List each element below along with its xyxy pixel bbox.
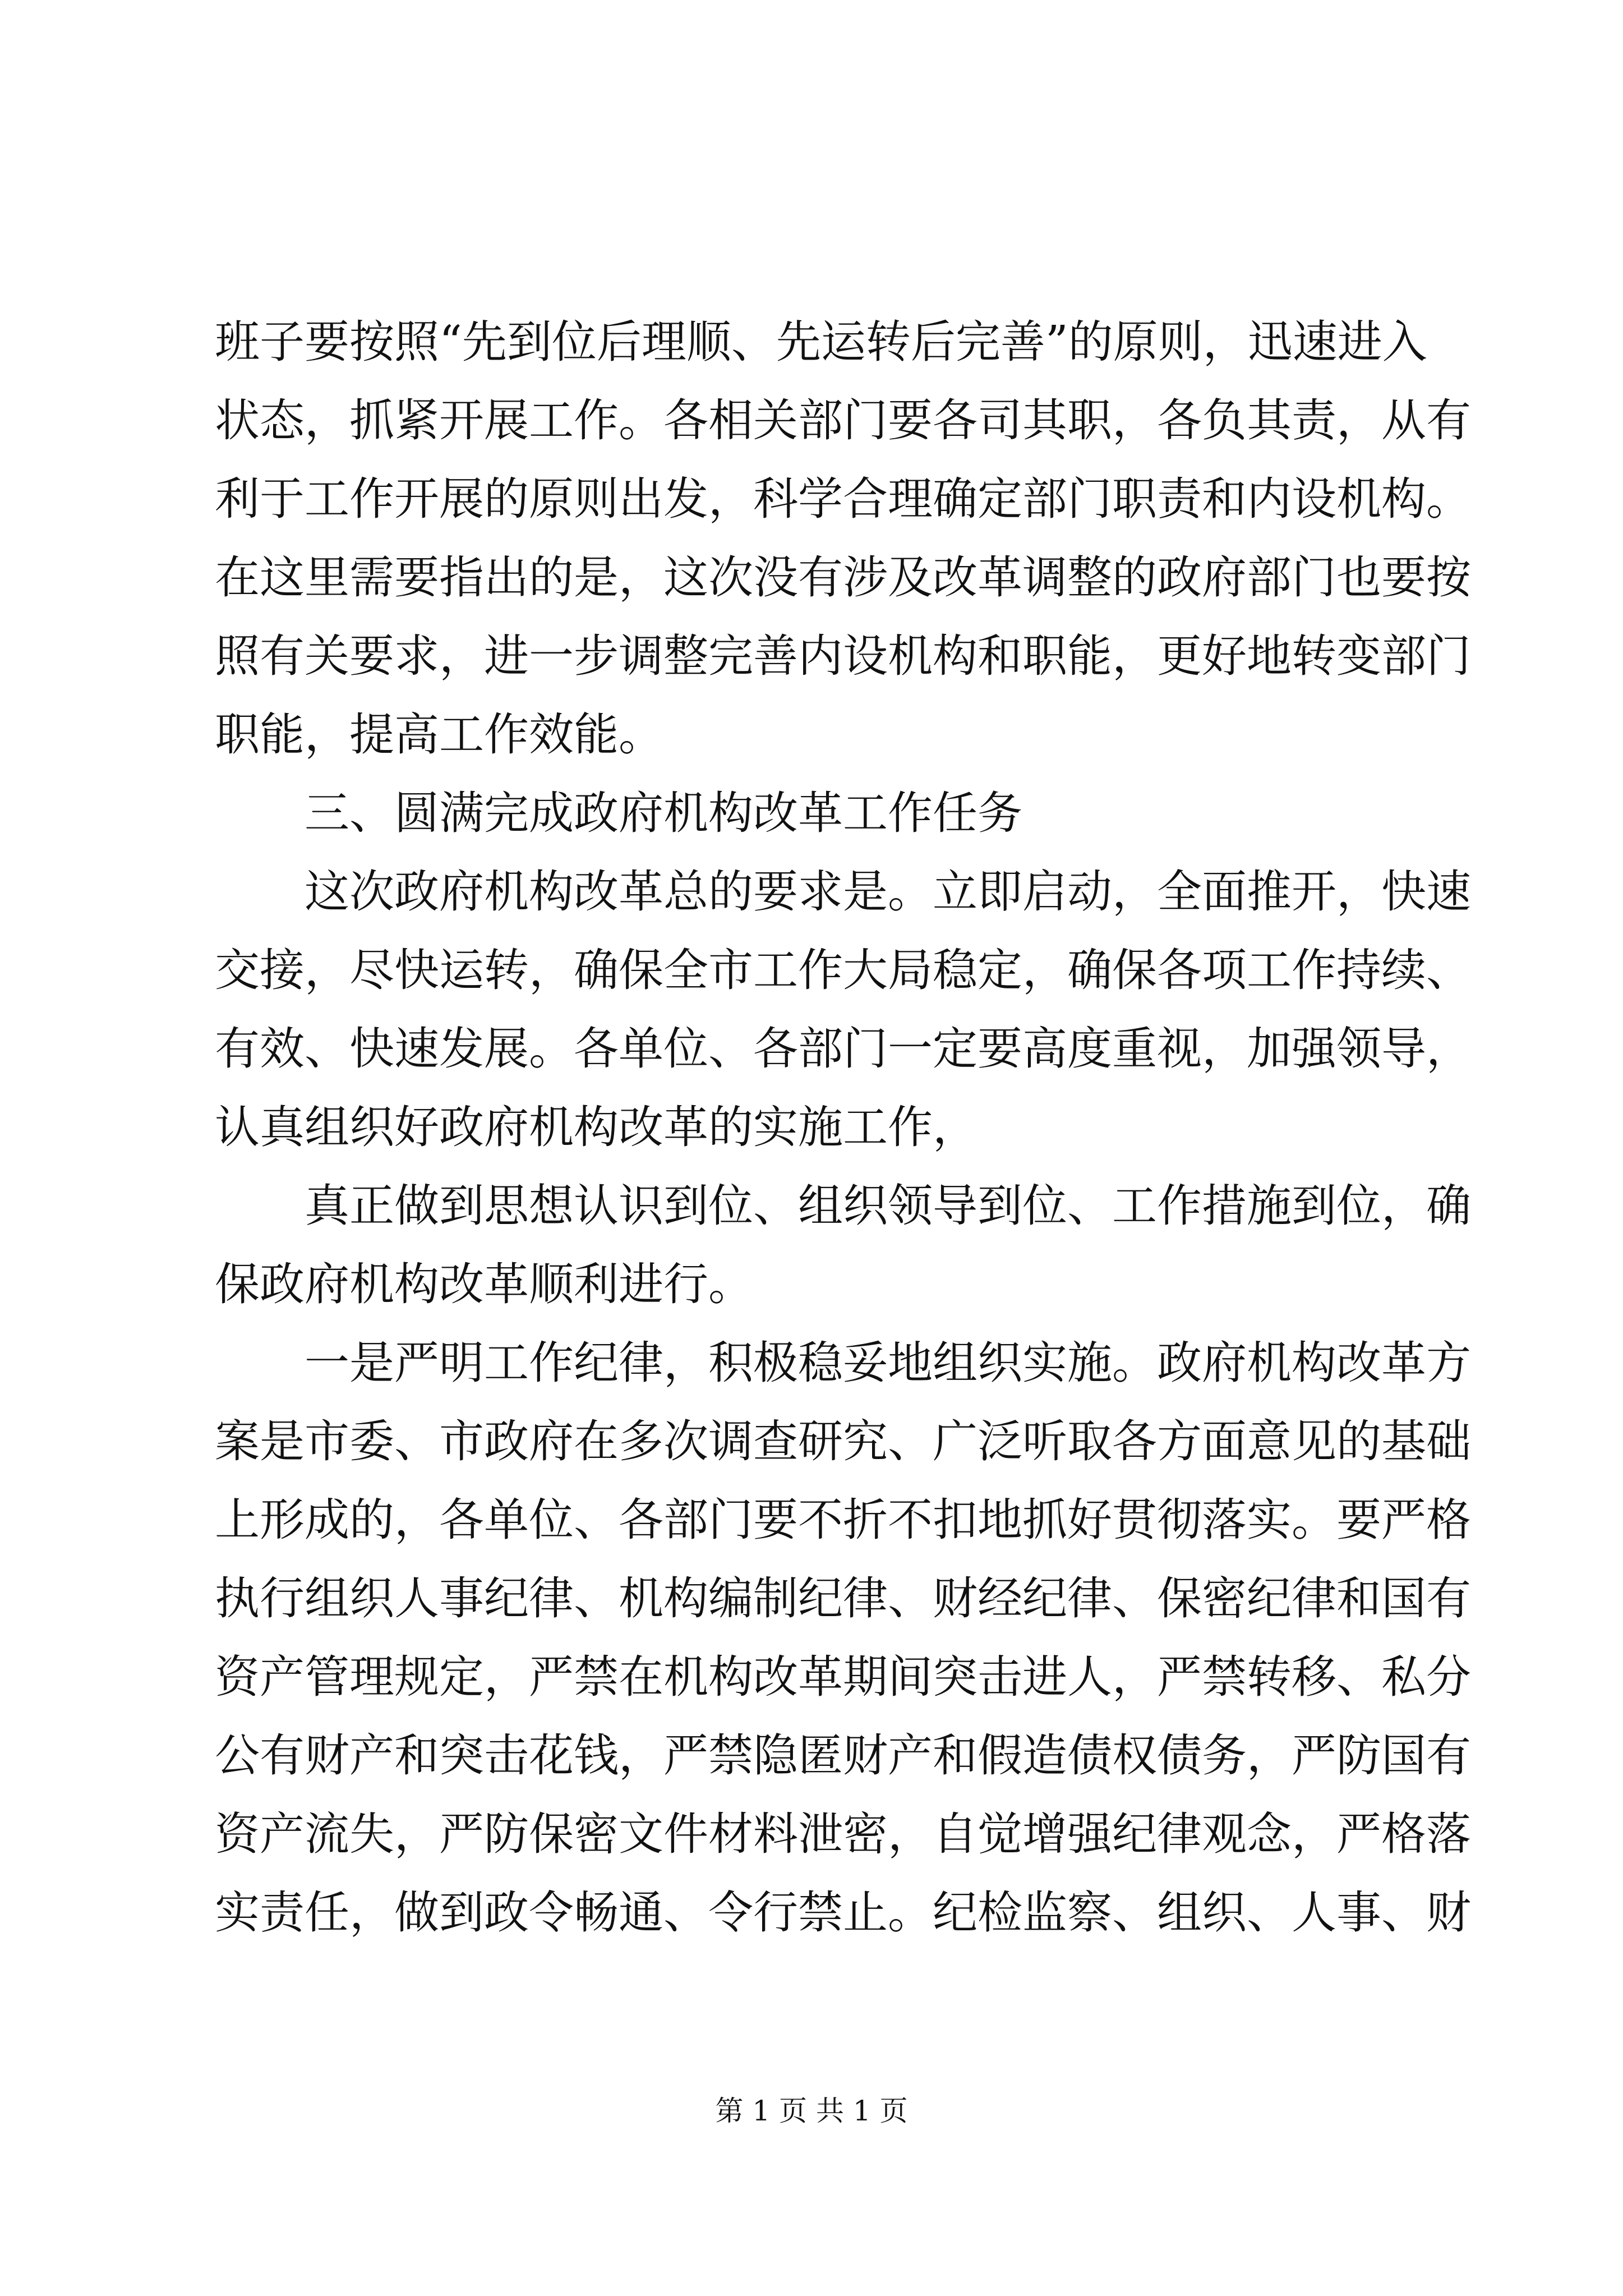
- body-line-21: 实责任，做到政令畅通、令行禁止。纪检监察、组织、人事、财: [215, 1887, 1471, 1939]
- document-body: [215, 303, 1471, 1952]
- body-line-13: 保政府机构改革顺利进行。: [215, 1258, 753, 1310]
- body-line-17: 执行组织人事纪律、机构编制纪律、财经纪律、保密纪律和国有: [215, 1572, 1471, 1625]
- body-line-11: 认真组织好政府机构改革的实施工作，: [215, 1101, 978, 1153]
- body-line-19: 公有财产和突击花钱，严禁隐匿财产和假造债权债务，严防国有: [215, 1729, 1471, 1782]
- body-line-10: 有效、快速发展。各单位、各部门一定要高度重视，加强领导，: [215, 1023, 1471, 1075]
- body-line-9: 交接，尽快运转，确保全市工作大局稳定，确保各项工作持续、: [215, 944, 1471, 996]
- body-line-20: 资产流失，严防保密文件材料泄密，自觉增强纪律观念，严格落: [215, 1808, 1471, 1860]
- section-heading: 三、圆满完成政府机构改革工作任务: [305, 787, 1022, 839]
- body-line-14: 一是严明工作纪律，积极稳妥地组织实施。政府机构改革方: [305, 1337, 1471, 1389]
- body-line-2: 状态，抓紧开展工作。各相关部门要各司其职，各负其责，从有: [215, 394, 1471, 447]
- body-line-6: 职能，提高工作效能。: [215, 708, 663, 761]
- body-line-3: 利于工作开展的原则出发，科学合理确定部门职责和内设机构。: [215, 473, 1471, 525]
- body-line-5: 照有关要求，进一步调整完善内设机构和职能，更好地转变部门: [215, 630, 1471, 682]
- body-line-16: 上形成的，各单位、各部门要不折不扣地抓好贯彻落实。要严格: [215, 1494, 1471, 1546]
- body-line-4: 在这里需要指出的是，这次没有涉及改革调整的政府部门也要按: [215, 551, 1471, 604]
- body-line-15: 案是市委、市政府在多次调查研究、广泛听取各方面意见的基础: [215, 1415, 1471, 1467]
- body-line-1: 班子要按照“先到位后理顺、先运转后完善”的原则，迅速进入: [215, 316, 1427, 368]
- body-line-18: 资产管理规定，严禁在机构改革期间突击进人，严禁转移、私分: [215, 1651, 1471, 1703]
- body-line-8: 这次政府机构改革总的要求是。立即启动，全面推开，快速: [305, 866, 1471, 918]
- page-footer: 第 1 页 共 1 页: [715, 2095, 908, 2127]
- body-line-12: 真正做到思想认识到位、组织领导到位、工作措施到位，确: [305, 1180, 1471, 1232]
